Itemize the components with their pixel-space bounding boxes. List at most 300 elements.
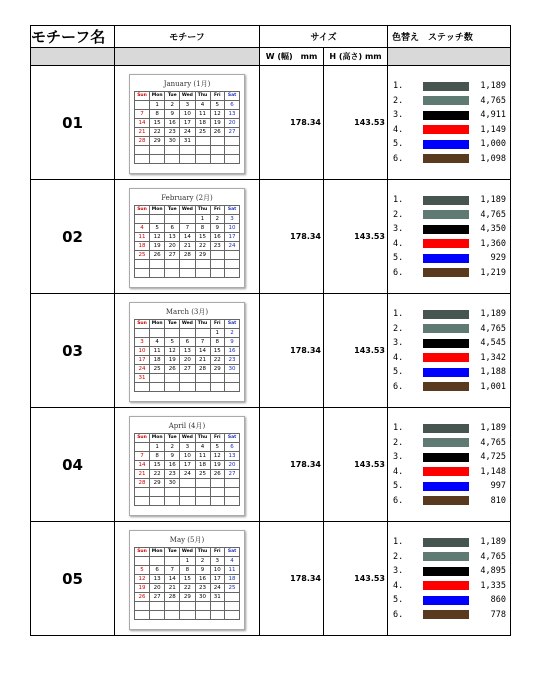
calendar-title: February (2月) [161, 194, 213, 202]
calendar-day-cell: 10 [180, 452, 195, 461]
stitch-count: 1,189 [480, 195, 506, 206]
calendar-day-header: Thu [195, 434, 210, 443]
color-stitch-item [393, 94, 510, 109]
calendar-day-cell [135, 557, 150, 566]
calendar-grid [134, 547, 240, 620]
stitch-count: 1,098 [480, 153, 506, 164]
calendar-day-cell [165, 269, 180, 278]
color-index: 1. [393, 423, 404, 434]
color-index: 5. [393, 595, 404, 606]
calendar-day-cell: 19 [150, 242, 165, 251]
calendar-day-header: Mon [150, 548, 165, 557]
color-swatch [423, 82, 469, 91]
color-stitch-item [393, 421, 510, 436]
calendar-day-cell [165, 497, 180, 506]
calendar-day-cell: 12 [210, 110, 225, 119]
calendar-day-header: Fri [210, 92, 225, 101]
calendar-day-cell [180, 497, 195, 506]
calendar-day-cell: 6 [165, 224, 180, 233]
color-stitch-item [393, 535, 510, 550]
calendar-grid [134, 433, 240, 506]
color-index: 6. [393, 153, 404, 164]
color-swatch [423, 438, 469, 447]
calendar-day-cell [195, 374, 210, 383]
stitch-count: 4,765 [480, 551, 506, 562]
calendar-day-header: Fri [210, 206, 225, 215]
calendar-day-cell [150, 611, 165, 620]
calendar-day-cell [135, 443, 150, 452]
calendar-day-cell: 28 [135, 137, 150, 146]
width-value: 178.34 [260, 294, 324, 408]
calendar-day-cell [135, 611, 150, 620]
stitch-count: 810 [490, 495, 506, 506]
calendar-day-cell: 13 [180, 347, 195, 356]
calendar-day-cell [165, 557, 180, 566]
motif-row [31, 522, 511, 636]
calendar-day-header: Tue [165, 92, 180, 101]
calendar-day-header: Thu [195, 92, 210, 101]
calendar-day-cell [165, 155, 180, 164]
calendar-day-cell: 16 [165, 119, 180, 128]
calendar-day-cell: 6 [150, 566, 165, 575]
calendar-day-cell: 24 [210, 584, 225, 593]
color-index: 1. [393, 195, 404, 206]
color-index: 3. [393, 338, 404, 349]
color-swatch [423, 154, 469, 163]
calendar-day-cell: 28 [135, 479, 150, 488]
calendar-day-cell: 24 [180, 470, 195, 479]
calendar-day-cell: 4 [150, 338, 165, 347]
calendar-day-cell: 22 [150, 128, 165, 137]
calendar-day-header: Sat [225, 548, 240, 557]
calendar-day-cell [210, 611, 225, 620]
stitch-count: 929 [490, 253, 506, 264]
calendar-day-cell: 9 [165, 110, 180, 119]
color-stitch-cell [388, 408, 511, 522]
motif-table [30, 25, 511, 636]
calendar-day-cell: 29 [195, 251, 210, 260]
color-stitch-cell [388, 294, 511, 408]
width-value: 178.34 [260, 180, 324, 294]
width-value: 178.34 [260, 522, 324, 636]
calendar-day-cell [180, 215, 195, 224]
color-index: 5. [393, 253, 404, 264]
calendar-day-cell: 23 [195, 584, 210, 593]
calendar-day-cell: 22 [150, 470, 165, 479]
color-stitch-item [393, 450, 510, 465]
calendar-day-cell: 12 [210, 452, 225, 461]
motif-row [31, 180, 511, 294]
calendar-day-cell [150, 215, 165, 224]
calendar-day-cell: 7 [195, 338, 210, 347]
calendar-day-cell: 26 [210, 470, 225, 479]
calendar-day-cell: 7 [165, 566, 180, 575]
calendar-day-cell: 14 [180, 233, 195, 242]
calendar-day-cell [180, 269, 195, 278]
calendar-day-cell: 5 [150, 224, 165, 233]
color-index: 4. [393, 352, 404, 363]
calendar-day-header: Mon [150, 434, 165, 443]
motif-row [31, 294, 511, 408]
color-index: 5. [393, 139, 404, 150]
color-stitch-item [393, 608, 510, 623]
motif-name-header: モチーフ名 [31, 26, 115, 48]
motif-row [31, 408, 511, 522]
calendar-day-cell: 25 [135, 251, 150, 260]
calendar-day-cell: 2 [210, 215, 225, 224]
calendar-day-cell: 25 [225, 584, 240, 593]
calendar-day-cell [225, 146, 240, 155]
color-swatch [423, 424, 469, 433]
color-swatch [423, 552, 469, 561]
calendar-day-cell [135, 260, 150, 269]
stitch-count: 4,765 [480, 323, 506, 334]
motif-preview-cell [115, 522, 260, 636]
calendar-day-cell: 26 [210, 128, 225, 137]
calendar-day-cell [150, 269, 165, 278]
color-stitch-list [393, 421, 510, 508]
calendar-day-cell: 27 [165, 251, 180, 260]
calendar-day-cell [165, 488, 180, 497]
calendar-day-header: Sun [135, 548, 150, 557]
calendar-day-cell: 18 [225, 575, 240, 584]
calendar-day-cell: 2 [195, 557, 210, 566]
calendar-day-cell: 17 [135, 356, 150, 365]
calendar-day-cell: 6 [225, 443, 240, 452]
motif-preview-cell [115, 294, 260, 408]
color-swatch [423, 225, 469, 234]
calendar-day-cell: 12 [150, 233, 165, 242]
color-stitch-item [393, 266, 510, 281]
height-value: 143.53 [324, 408, 388, 522]
color-index: 6. [393, 267, 404, 278]
calendar-day-cell: 23 [210, 242, 225, 251]
calendar-day-cell: 20 [180, 356, 195, 365]
color-index: 2. [393, 551, 404, 562]
calendar-day-cell: 18 [150, 356, 165, 365]
stitch-count: 4,765 [480, 95, 506, 106]
calendar-day-cell [195, 479, 210, 488]
color-stitch-item [393, 137, 510, 152]
calendar-day-header: Fri [210, 548, 225, 557]
calendar-day-header: Sun [135, 434, 150, 443]
color-index: 2. [393, 209, 404, 220]
calendar-day-cell [210, 602, 225, 611]
color-swatch [423, 324, 469, 333]
calendar-day-cell: 11 [150, 347, 165, 356]
calendar-day-header: Mon [150, 206, 165, 215]
calendar-motif-image [129, 188, 245, 288]
color-stitch-list [393, 307, 510, 394]
calendar-day-cell: 13 [150, 575, 165, 584]
height-value: 143.53 [324, 66, 388, 180]
calendar-day-cell: 19 [210, 119, 225, 128]
subheader-blank-1 [31, 48, 115, 66]
stitch-count: 1,149 [480, 124, 506, 135]
calendar-day-header: Sat [225, 206, 240, 215]
calendar-day-cell: 4 [135, 224, 150, 233]
color-index: 6. [393, 381, 404, 392]
color-stitch-item [393, 550, 510, 565]
stitch-count: 1,335 [480, 580, 506, 591]
calendar-day-cell [210, 260, 225, 269]
color-index: 2. [393, 437, 404, 448]
width-value: 178.34 [260, 408, 324, 522]
stitch-count: 4,545 [480, 338, 506, 349]
calendar-day-header: Thu [195, 320, 210, 329]
calendar-day-cell: 15 [210, 347, 225, 356]
color-swatch [423, 268, 469, 277]
color-stitch-item [393, 336, 510, 351]
calendar-day-cell [195, 383, 210, 392]
calendar-day-cell: 25 [195, 470, 210, 479]
color-stitch-list [393, 79, 510, 166]
stitch-count: 1,188 [480, 367, 506, 378]
stitch-count: 1,000 [480, 139, 506, 150]
calendar-day-cell: 11 [195, 110, 210, 119]
calendar-day-cell [135, 155, 150, 164]
calendar-day-cell: 8 [150, 110, 165, 119]
calendar-day-cell: 9 [210, 224, 225, 233]
calendar-day-cell: 10 [210, 566, 225, 575]
motif-preview-cell [115, 408, 260, 522]
calendar-day-cell: 24 [180, 128, 195, 137]
color-swatch [423, 96, 469, 105]
calendar-day-cell [150, 374, 165, 383]
calendar-day-cell [180, 611, 195, 620]
calendar-day-cell: 3 [135, 338, 150, 347]
motif-number: 05 [31, 522, 115, 636]
calendar-day-cell: 4 [195, 101, 210, 110]
stitch-count: 1,148 [480, 466, 506, 477]
calendar-day-cell [210, 497, 225, 506]
color-stitch-item [393, 193, 510, 208]
color-stitch-item [393, 307, 510, 322]
color-index: 4. [393, 238, 404, 249]
calendar-day-header: Tue [165, 434, 180, 443]
calendar-day-cell [150, 329, 165, 338]
calendar-motif-image [129, 302, 245, 402]
calendar-day-cell [210, 488, 225, 497]
calendar-day-cell: 12 [165, 347, 180, 356]
calendar-grid [134, 91, 240, 164]
color-stitch-item [393, 79, 510, 94]
calendar-day-cell [165, 260, 180, 269]
calendar-day-cell: 17 [180, 461, 195, 470]
calendar-day-cell [195, 269, 210, 278]
stitch-count: 1,189 [480, 81, 506, 92]
calendar-day-cell: 29 [150, 137, 165, 146]
calendar-day-cell [165, 383, 180, 392]
calendar-day-cell [210, 251, 225, 260]
calendar-day-header: Wed [180, 320, 195, 329]
calendar-day-header: Tue [165, 206, 180, 215]
calendar-day-cell: 27 [180, 365, 195, 374]
colors-stitches-header: 色替え ステッチ数 [388, 26, 511, 48]
calendar-day-cell: 22 [210, 356, 225, 365]
calendar-day-cell [225, 155, 240, 164]
calendar-day-header: Tue [165, 320, 180, 329]
width-value: 178.34 [260, 66, 324, 180]
color-swatch [423, 596, 469, 605]
motif-number: 03 [31, 294, 115, 408]
color-stitch-item [393, 465, 510, 480]
calendar-day-header: Sun [135, 92, 150, 101]
color-index: 1. [393, 81, 404, 92]
calendar-day-cell [135, 497, 150, 506]
color-swatch [423, 196, 469, 205]
calendar-day-cell [195, 146, 210, 155]
calendar-day-cell [225, 479, 240, 488]
color-stitch-item [393, 123, 510, 138]
calendar-day-cell: 23 [165, 470, 180, 479]
calendar-day-cell: 15 [180, 575, 195, 584]
calendar-day-cell [165, 374, 180, 383]
calendar-day-cell [195, 260, 210, 269]
size-header: サイズ [260, 26, 388, 48]
stitch-count: 1,342 [480, 352, 506, 363]
height-value: 143.53 [324, 522, 388, 636]
calendar-day-cell [135, 101, 150, 110]
calendar-day-cell: 20 [165, 242, 180, 251]
calendar-day-cell: 14 [135, 461, 150, 470]
calendar-day-cell: 9 [195, 566, 210, 575]
color-index: 1. [393, 309, 404, 320]
calendar-day-cell: 25 [150, 365, 165, 374]
calendar-day-cell: 31 [180, 137, 195, 146]
calendar-day-cell: 8 [180, 566, 195, 575]
calendar-day-cell [180, 602, 195, 611]
motif-preview-cell [115, 180, 260, 294]
calendar-day-cell: 21 [180, 242, 195, 251]
calendar-day-cell [225, 383, 240, 392]
calendar-grid [134, 205, 240, 278]
calendar-day-cell: 31 [135, 374, 150, 383]
subheader-row [31, 48, 511, 66]
color-stitch-item [393, 593, 510, 608]
calendar-day-cell: 5 [210, 101, 225, 110]
color-stitch-cell [388, 180, 511, 294]
color-stitch-item [393, 222, 510, 237]
calendar-day-cell [135, 383, 150, 392]
color-swatch [423, 125, 469, 134]
calendar-day-cell [195, 497, 210, 506]
color-stitch-item [393, 494, 510, 509]
calendar-day-cell: 6 [225, 101, 240, 110]
calendar-day-cell: 18 [135, 242, 150, 251]
calendar-day-cell: 28 [195, 365, 210, 374]
calendar-day-cell: 7 [135, 110, 150, 119]
calendar-day-cell: 12 [135, 575, 150, 584]
calendar-day-cell: 7 [135, 452, 150, 461]
calendar-day-cell: 22 [180, 584, 195, 593]
color-index: 4. [393, 466, 404, 477]
calendar-day-cell: 14 [135, 119, 150, 128]
calendar-day-cell [150, 557, 165, 566]
color-stitch-item [393, 579, 510, 594]
color-index: 3. [393, 452, 404, 463]
calendar-day-cell [225, 611, 240, 620]
stitch-count: 778 [490, 609, 506, 620]
color-stitch-item [393, 251, 510, 266]
height-value: 143.53 [324, 294, 388, 408]
calendar-day-cell: 2 [165, 443, 180, 452]
calendar-day-cell [180, 329, 195, 338]
calendar-grid [134, 319, 240, 392]
calendar-day-header: Wed [180, 548, 195, 557]
calendar-day-cell: 1 [195, 215, 210, 224]
calendar-day-cell [165, 215, 180, 224]
calendar-day-cell: 22 [195, 242, 210, 251]
color-swatch [423, 239, 469, 248]
calendar-day-cell: 17 [210, 575, 225, 584]
calendar-day-header: Fri [210, 434, 225, 443]
calendar-day-cell: 15 [195, 233, 210, 242]
color-stitch-cell [388, 522, 511, 636]
calendar-day-cell: 19 [165, 356, 180, 365]
calendar-day-cell: 6 [180, 338, 195, 347]
calendar-day-cell [225, 251, 240, 260]
color-index: 3. [393, 110, 404, 121]
calendar-day-cell: 3 [225, 215, 240, 224]
calendar-day-cell: 21 [165, 584, 180, 593]
calendar-day-cell [135, 602, 150, 611]
color-stitch-cell [388, 66, 511, 180]
calendar-day-cell: 16 [210, 233, 225, 242]
calendar-day-cell: 29 [210, 365, 225, 374]
color-stitch-item [393, 237, 510, 252]
calendar-day-cell: 1 [150, 443, 165, 452]
color-stitch-item [393, 436, 510, 451]
subheader-blank-2 [115, 48, 260, 66]
color-stitch-item [393, 108, 510, 123]
color-index: 6. [393, 609, 404, 620]
calendar-day-cell [195, 137, 210, 146]
calendar-day-cell [210, 146, 225, 155]
calendar-day-cell [210, 479, 225, 488]
calendar-day-cell: 29 [180, 593, 195, 602]
calendar-day-cell: 27 [150, 593, 165, 602]
motif-row [31, 66, 511, 180]
height-header: H (高さ) mm [324, 48, 388, 66]
calendar-day-cell: 19 [135, 584, 150, 593]
calendar-day-cell: 25 [195, 128, 210, 137]
stitch-count: 1,189 [480, 537, 506, 548]
stitch-count: 1,189 [480, 423, 506, 434]
calendar-day-cell [150, 488, 165, 497]
calendar-day-header: Sat [225, 434, 240, 443]
calendar-day-cell: 26 [135, 593, 150, 602]
calendar-day-cell: 17 [225, 233, 240, 242]
calendar-day-cell [150, 260, 165, 269]
calendar-motif-image [129, 74, 245, 174]
calendar-day-cell: 1 [210, 329, 225, 338]
calendar-day-cell: 30 [225, 365, 240, 374]
calendar-day-cell: 3 [210, 557, 225, 566]
calendar-day-header: Fri [210, 320, 225, 329]
color-index: 3. [393, 566, 404, 577]
motif-preview-cell [115, 66, 260, 180]
color-stitch-item [393, 208, 510, 223]
calendar-day-cell: 30 [165, 479, 180, 488]
calendar-day-cell: 5 [135, 566, 150, 575]
calendar-day-cell: 10 [135, 347, 150, 356]
calendar-day-cell: 29 [150, 479, 165, 488]
color-stitch-list [393, 535, 510, 622]
calendar-day-cell: 23 [225, 356, 240, 365]
calendar-day-cell: 17 [180, 119, 195, 128]
calendar-day-header: Tue [165, 548, 180, 557]
